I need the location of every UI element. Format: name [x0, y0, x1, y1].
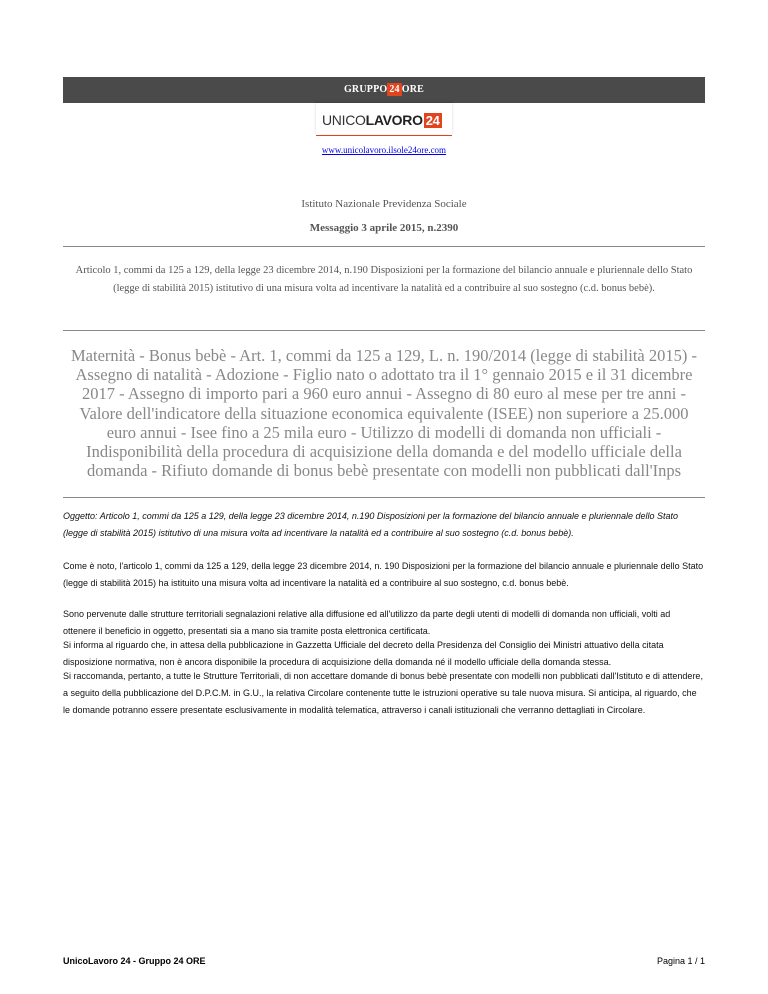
headline: Maternità - Bonus bebè - Art. 1, commi da 125 a 129, L. n. 190/2014 (legge di stabilità 2015) - Assegno di natalità - Adozione - Figlio nato o adottato tra il 1° gennaio 2015 e il 31 dicembre 2017 - Assegno di importo pari a 960 euro annui - Assegno di 80 euro al mese per tre anni - Valore dell'indicatore della situazione economica equivalente (ISEE) non superiore a 25.000 euro annui - Isee fino a 25 mila euro - Utilizzo di modelli di domanda non ufficiali - Indisponibilità della procedura di acquisizione della domanda e del modello ufficiale della domanda - Rifiuto domande di bonus bebè presentate con modelli non pubblicati dall'Inps — [71, 346, 697, 481]
publisher-number: 24 — [389, 84, 400, 95]
logo-area — [0, 103, 768, 141]
paragraph-3: Si informa al riguardo che, in attesa della pubblicazione in Gazzetta Ufficiale del decreto della Presidenza del Consiglio dei Ministri attuativo della citata disposizione normativa, non è ancora disponibile la procedura di acquisizione della domanda né il modello ufficiale della domanda stessa. — [63, 640, 664, 667]
site-link[interactable]: www.unicolavoro.ilsole24ore.com — [321, 145, 447, 155]
logo-number: 24 — [425, 113, 440, 128]
publisher-bar — [63, 77, 705, 103]
message-title: Messaggio 3 aprile 2015, n.2390 — [309, 222, 459, 234]
paragraph-2: Sono pervenute dalle strutture territoriali segnalazioni relative alla diffusione ed all'utilizzo da parte degli utenti di modelli di domanda non ufficiali, volti ad ottenere il beneficio in oggetto, presentati sia a mano sia tramite posta elettronica certificata. — [63, 609, 671, 636]
publisher-prefix: GRUPPO — [343, 84, 388, 95]
logo-text — [322, 112, 442, 128]
paragraph-4: Si raccomanda, pertanto, a tutte le Strutture Territoriali, di non accettare domande di bonus bebè presentate con modelli non pubblicati dall'Istituto e di attendere, a seguito della pubblicazione del D.P.C.M. in G.U., la relativa Circolare contenente tutte le istruzioni operative su tale nuova misura. Si anticipa, al riguardo, che le domande potranno essere presentate esclusivamente in modalità telematica, attraverso i canali istituzionali che verranno dettagliati in Circolare. — [63, 671, 703, 715]
footer-page-number: Pagina 1 / 1 — [656, 956, 705, 966]
footer-source: UnicoLavoro 24 - Gruppo 24 ORE — [63, 956, 206, 966]
logo-part2: LAVORO — [365, 112, 423, 128]
publisher-suffix: ORE — [401, 84, 425, 95]
divider-bottom — [63, 497, 705, 498]
unicolavoro-logo — [316, 103, 452, 136]
oggetto-paragraph: Oggetto: Articolo 1, commi da 125 a 129, della legge 23 dicembre 2014, n.190 Disposizioni per la formazione del bilancio annuale e pluriennale dello Stato (legge di stabilità 2015) istitutivo di una misura volta ad incentivare la natalità ed a contribuire al suo sostegno (c.d. bonus bebè). — [63, 511, 679, 538]
divider-middle — [63, 330, 705, 331]
institute-name: Istituto Nazionale Previdenza Sociale — [301, 198, 467, 210]
divider-top — [63, 246, 705, 247]
logo-part1: UNICO — [322, 112, 366, 128]
abstract: Articolo 1, commi da 125 a 129, della legge 23 dicembre 2014, n.190 Disposizioni per la formazione del bilancio annuale e pluriennale dello Stato (legge di stabilità 2015) istitutivo di una misura volta ad incentivare la natalità ed a contribuire al suo sostegno (c.d. bonus bebè). — [75, 265, 693, 294]
paragraph-1: Come è noto, l'articolo 1, commi da 125 a 129, della legge 23 dicembre 2014, n. 190 Disposizioni per la formazione del bilancio annuale e pluriennale dello Stato (legge di stabilità 2015) ha istituito una misura volta ad incentivare la natalità ed a contribuire al suo sostegno, c.d. bonus bebè. — [63, 561, 704, 588]
